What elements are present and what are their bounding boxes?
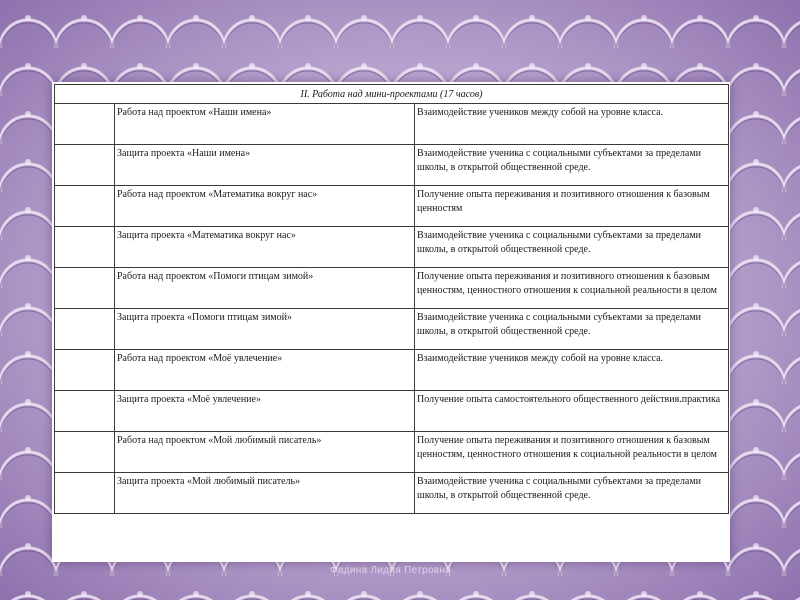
number-cell [55, 268, 115, 309]
table-row [55, 391, 729, 432]
activity-cell: Защита проекта «Моё увлечение» [115, 391, 415, 432]
description-cell: Взаимодействие ученика с социальными субъектами за пределами школы, в открытой общественной среде. [415, 145, 729, 186]
number-cell [55, 473, 115, 514]
number-cell [55, 432, 115, 473]
table-row [55, 104, 729, 145]
activity-cell: Защита проекта «Математика вокруг нас» [115, 227, 415, 268]
curriculum-table [54, 84, 729, 514]
table-row [55, 227, 729, 268]
table-row [55, 432, 729, 473]
activity-cell: Работа над проектом «Моё увлечение» [115, 350, 415, 391]
author-footer: Фадина Лидия Петровна [330, 565, 452, 576]
table-row [55, 186, 729, 227]
number-cell [55, 391, 115, 432]
number-cell [55, 186, 115, 227]
description-cell: Взаимодействие учеников между собой на уровне класса. [415, 104, 729, 145]
document-slide [52, 82, 730, 562]
activity-cell: Работа над проектом «Математика вокруг нас» [115, 186, 415, 227]
description-cell: Получение опыта переживания и позитивного отношения к базовым ценностям, ценностного отношения к социальной реальности в целом [415, 268, 729, 309]
activity-cell: Работа над проектом «Наши имена» [115, 104, 415, 145]
description-cell: Получение опыта самостоятельного общественного действия.практика [415, 391, 729, 432]
description-cell: Взаимодействие ученика с социальными субъектами за пределами школы, в открытой общественной среде. [415, 309, 729, 350]
activity-cell: Работа над проектом «Помоги птицам зимой» [115, 268, 415, 309]
description-cell: Взаимодействие ученика с социальными субъектами за пределами школы, в открытой общественной среде. [415, 227, 729, 268]
number-cell [55, 309, 115, 350]
section-title: II. Работа над мини-проектами (17 часов) [55, 85, 729, 104]
description-cell: Взаимодействие учеников между собой на уровне класса. [415, 350, 729, 391]
table-row [55, 268, 729, 309]
table-row [55, 309, 729, 350]
table-row [55, 145, 729, 186]
activity-cell: Защита проекта «Мой любимый писатель» [115, 473, 415, 514]
table-body [55, 104, 729, 514]
description-cell: Получение опыта переживания и позитивного отношения к базовым ценностям [415, 186, 729, 227]
table-row [55, 350, 729, 391]
number-cell [55, 104, 115, 145]
table-row [55, 473, 729, 514]
activity-cell: Работа над проектом «Мой любимый писатель» [115, 432, 415, 473]
activity-cell: Защита проекта «Помоги птицам зимой» [115, 309, 415, 350]
description-cell: Взаимодействие ученика с социальными субъектами за пределами школы, в открытой общественной среде. [415, 473, 729, 514]
number-cell [55, 145, 115, 186]
activity-cell: Защита проекта «Наши имена» [115, 145, 415, 186]
number-cell [55, 227, 115, 268]
description-cell: Получение опыта переживания и позитивного отношения к базовым ценностям, ценностного отношения к социальной реальности в целом [415, 432, 729, 473]
number-cell [55, 350, 115, 391]
